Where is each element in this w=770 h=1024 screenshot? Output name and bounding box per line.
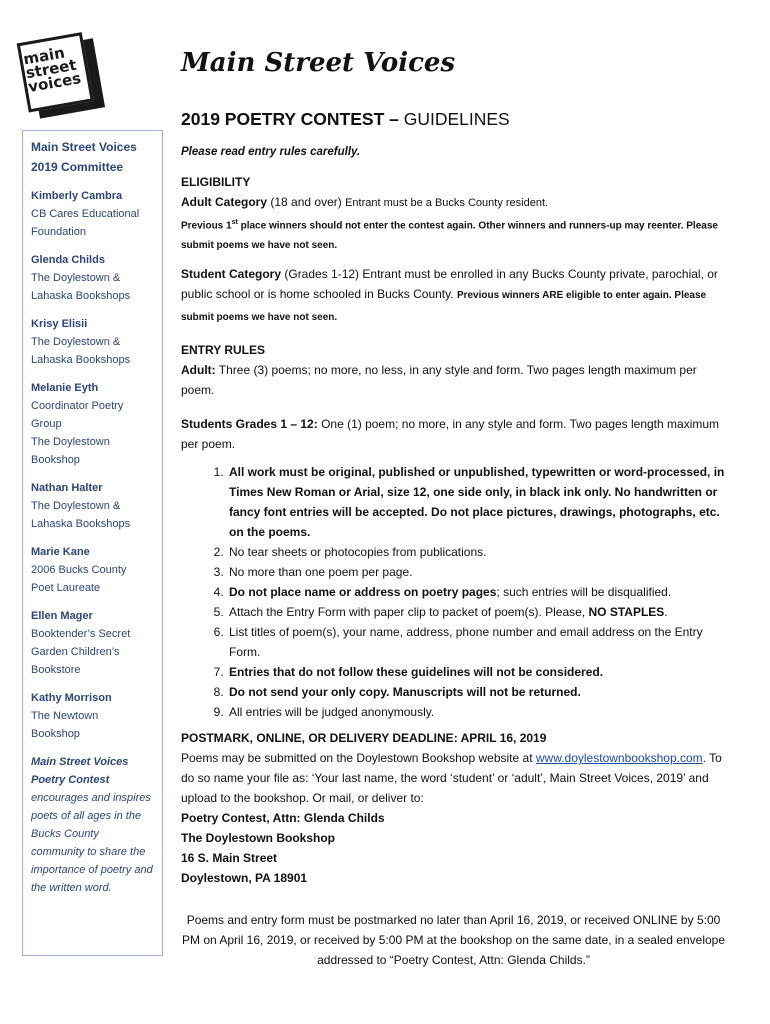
member-affiliation: Poet Laureate bbox=[31, 582, 101, 594]
member-name: Krisy Elisii bbox=[31, 318, 88, 330]
masthead: Main Street Voices bbox=[181, 48, 456, 78]
member-name: Kathy Morrison bbox=[31, 692, 112, 704]
member-affiliation: Foundation bbox=[31, 226, 87, 238]
logo-text: main street voices bbox=[21, 43, 83, 97]
rule-item: 4. Do not place name or address on poetry pages; such entries will be disqualified. bbox=[227, 582, 726, 602]
rule-item: 5. Attach the Entry Form with paper clip to packet of poem(s). Please, NO STAPLES. bbox=[227, 602, 726, 622]
student-eligibility: Student Category (Grades 1-12) Entrant must be enrolled in any Bucks County private, parochial, or public school or is home schooled in Bucks County. Previous winners ARE eligible to enter again. Please submit poems we have not seen. bbox=[181, 267, 718, 324]
bookshop-link[interactable]: www.doylestownbookshop.com bbox=[535, 751, 703, 766]
member-affiliation: Coordinator Poetry bbox=[31, 400, 124, 412]
rule-item: 6. List titles of poem(s), your name, address, phone number and email address on the Entry Form. bbox=[227, 622, 726, 662]
logo bbox=[21, 34, 105, 118]
rule-item: 2. No tear sheets or photocopies from publications. bbox=[227, 542, 726, 562]
member-affiliation: Group bbox=[31, 418, 62, 430]
member-affiliation: The Doylestown & bbox=[31, 272, 121, 284]
member-affiliation: 2006 Bucks County bbox=[31, 564, 127, 576]
footer-note: Poems and entry form must be postmarked no later than April 16, 2019, or received ONLINE by 5:00 PM on April 16, 2019, or received by 5:00 PM at the bookshop on the same date, in a sealed envelope addressed to “Poetry Contest, Attn: Glenda Childs.” bbox=[181, 913, 726, 968]
member-affiliation: Bookstore bbox=[31, 664, 81, 676]
member-affiliation: Lahaska Bookshops bbox=[31, 354, 131, 366]
address-line: 16 S. Main Street bbox=[181, 851, 278, 866]
committee-member bbox=[31, 689, 154, 743]
committee-member bbox=[31, 543, 154, 597]
member-name: Nathan Halter bbox=[31, 482, 103, 494]
member-affiliation: Bookshop bbox=[31, 728, 80, 740]
rule-item: 3. No more than one poem per page. bbox=[227, 562, 726, 582]
member-name: Ellen Mager bbox=[31, 610, 93, 622]
member-affiliation: Lahaska Bookshops bbox=[31, 290, 131, 302]
sidebar-title: Main Street Voices 2019 Committee bbox=[31, 140, 137, 174]
entry-rules-heading: ENTRY RULES bbox=[181, 343, 266, 358]
committee-member bbox=[31, 187, 154, 241]
adult-rule: Adult: Three (3) poems; no more, no less, in any style and form. Two pages length maximum per poem. bbox=[181, 363, 697, 398]
rules-list bbox=[181, 462, 726, 722]
committee-member bbox=[31, 379, 154, 469]
member-affiliation: Lahaska Bookshops bbox=[31, 518, 131, 530]
deadline-heading: POSTMARK, ONLINE, OR DELIVERY DEADLINE: APRIL 16, 2019 bbox=[181, 731, 547, 746]
member-affiliation: Garden Children’s bbox=[31, 646, 120, 658]
member-name: Melanie Eyth bbox=[31, 382, 99, 394]
address-line: Poetry Contest, Attn: Glenda Childs bbox=[181, 811, 385, 826]
member-affiliation: The Doylestown & bbox=[31, 336, 121, 348]
committee-member bbox=[31, 607, 154, 679]
deadline-text: Poems may be submitted on the Doylestown Bookshop website at www.doylestownbookshop.com. To do so name your file as: ‘Your last name, the word ‘student’ or ‘adult’, Main Street Voices, 2019’ and upload to the bookshop. Or mail, or deliver to: bbox=[181, 751, 722, 806]
page-title: 2019 POETRY CONTEST – GUIDELINES bbox=[181, 109, 510, 129]
member-affiliation: Bookshop bbox=[31, 454, 80, 466]
adult-eligibility: Adult Category (18 and over) Entrant must be a Bucks County resident. bbox=[181, 195, 549, 209]
member-affiliation: CB Cares Educational bbox=[31, 208, 140, 220]
intro-text: Please read entry rules carefully. bbox=[181, 146, 361, 158]
eligibility-heading: ELIGIBILITY bbox=[181, 175, 251, 189]
member-name: Marie Kane bbox=[31, 546, 90, 558]
committee-member bbox=[31, 315, 154, 369]
committee-member bbox=[31, 251, 154, 305]
rule-item: 9. All entries will be judged anonymously. bbox=[227, 702, 726, 722]
students-rule: Students Grades 1 – 12: One (1) poem; no more, in any style and form. Two pages length maximum per poem. bbox=[181, 417, 720, 452]
member-affiliation: The Doylestown & bbox=[31, 500, 121, 512]
member-affiliation: The Doylestown bbox=[31, 436, 110, 448]
sidebar-blurb: Main Street Voices Poetry Contest encourages and inspires poets of all ages in the Bucks County community to share the importance of poetry and the written word. bbox=[31, 756, 153, 894]
member-name: Kimberly Cambra bbox=[31, 190, 123, 202]
member-affiliation: Booktender’s Secret bbox=[31, 628, 131, 640]
committee-member bbox=[31, 479, 154, 533]
committee-sidebar bbox=[22, 130, 163, 956]
rule-item: 7. Entries that do not follow these guidelines will not be considered. bbox=[227, 662, 726, 682]
member-name: Glenda Childs bbox=[31, 254, 105, 266]
rule-item: 8. Do not send your only copy. Manuscripts will not be returned. bbox=[227, 682, 726, 702]
main-content bbox=[181, 100, 726, 970]
adult-note: Previous 1st place winners should not enter the contest again. Other winners and runners-up may reenter. Please submit poems we have not seen. bbox=[181, 219, 718, 252]
rule-item: 1. All work must be original, published or unpublished, typewritten or word-processed, in Times New Roman or Arial, size 12, one side only, in black ink only. No handwritten or fancy font entries will be accepted. Do not place pictures, drawings, photographs, etc. on the poems. bbox=[227, 462, 726, 542]
address-line: Doylestown, PA 18901 bbox=[181, 871, 308, 886]
address-line: The Doylestown Bookshop bbox=[181, 831, 336, 846]
member-affiliation: The Newtown bbox=[31, 710, 99, 722]
mailing-address bbox=[181, 808, 726, 888]
